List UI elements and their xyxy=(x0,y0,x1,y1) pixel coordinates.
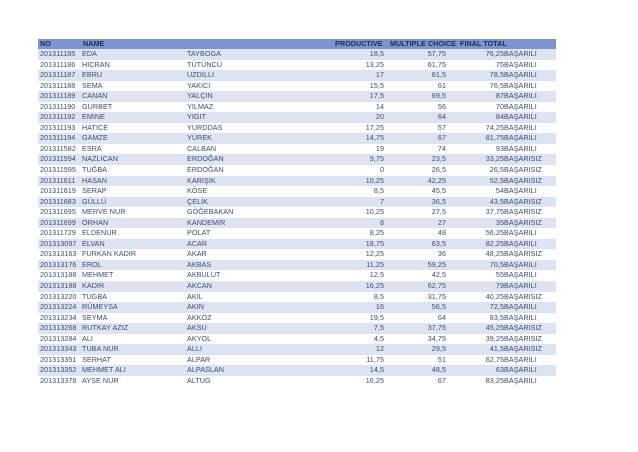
cell-multiple-choice: 48,5 xyxy=(431,365,446,375)
cell-no: 201313234 xyxy=(40,312,77,322)
cell-surname: AKIL xyxy=(187,291,203,301)
cell-productive: 16,25 xyxy=(365,281,384,291)
cell-name: MEHMET xyxy=(82,270,114,280)
cell-multiple-choice: 45,5 xyxy=(431,186,446,196)
cell-multiple-choice: 57 xyxy=(437,122,446,132)
cell-surname: ALPAR xyxy=(187,354,211,364)
cell-result: BAŞARISIZ xyxy=(504,207,542,217)
cell-no: 201313351 xyxy=(40,354,77,364)
cell-name: ELVAN xyxy=(82,238,105,248)
cell-final-total: 76,25 xyxy=(485,49,504,58)
cell-result: BAŞARILI xyxy=(504,228,537,238)
cell-result: BAŞARILI xyxy=(504,281,537,291)
cell-name: HATICE xyxy=(82,122,109,132)
cell-multiple-choice: 51 xyxy=(437,354,446,364)
cell-multiple-choice: 27 xyxy=(437,217,446,227)
cell-name: MEHMET ALI xyxy=(82,365,126,375)
cell-surname: ALPASLAN xyxy=(187,365,225,375)
cell-result: BAŞARILI xyxy=(504,91,537,101)
cell-multiple-choice: 63,5 xyxy=(431,238,446,248)
cell-result: BAŞARISIZ xyxy=(504,291,542,301)
cell-productive: 12,25 xyxy=(365,249,384,259)
cell-result: BAŞARILI xyxy=(504,101,537,111)
cell-final-total: 39,25 xyxy=(485,333,504,343)
cell-surname: GÖĞEBAKAN xyxy=(187,207,234,217)
cell-result: BAŞARISIZ xyxy=(504,217,542,227)
cell-final-total: 83,25 xyxy=(485,375,504,385)
cell-result: BAŞARISIZ xyxy=(504,249,542,259)
cell-no: 201313343 xyxy=(40,344,77,354)
table-row xyxy=(38,165,556,176)
cell-surname: AKKÖZ xyxy=(187,312,212,322)
cell-no: 201311619 xyxy=(40,186,76,196)
cell-result: BAŞARILI xyxy=(504,70,537,80)
table-row xyxy=(38,154,556,165)
cell-multiple-choice: 61,75 xyxy=(427,59,446,69)
cell-productive: 8,5 xyxy=(373,291,384,301)
cell-name: SEYMA xyxy=(82,312,108,322)
cell-multiple-choice: 27,5 xyxy=(431,207,446,217)
cell-multiple-choice: 37,75 xyxy=(427,323,446,333)
cell-multiple-choice: 57,75 xyxy=(427,49,446,58)
table-row xyxy=(38,207,556,218)
cell-multiple-choice: 64 xyxy=(437,112,446,122)
cell-multiple-choice: 56,5 xyxy=(431,302,446,312)
cell-surname: TAYBOGA xyxy=(187,49,222,58)
cell-name: ALI xyxy=(82,333,93,343)
cell-surname: UZDILLI xyxy=(187,70,215,80)
table-row xyxy=(38,176,556,187)
cell-result: BAŞARILI xyxy=(504,143,537,153)
cell-productive: 0 xyxy=(379,165,384,175)
table-row xyxy=(38,133,556,144)
cell-productive: 11,25 xyxy=(366,259,384,269)
cell-result: BAŞARISIZ xyxy=(504,154,542,164)
cell-productive: 11,75 xyxy=(366,354,384,364)
cell-result: BAŞARILI xyxy=(504,270,537,280)
cell-name: EDA xyxy=(82,49,97,58)
cell-multiple-choice: 26,5 xyxy=(431,165,446,175)
table-body xyxy=(38,49,556,387)
table-row xyxy=(38,313,556,324)
cell-no: 201311194 xyxy=(40,133,76,143)
cell-result: BAŞARILI xyxy=(504,312,537,322)
cell-surname: AKBAS xyxy=(187,259,212,269)
cell-no: 201313198 xyxy=(40,281,77,291)
cell-final-total: 45,25 xyxy=(485,323,504,333)
cell-name: NAZLICAN xyxy=(82,154,118,164)
cell-name: EBRU xyxy=(82,70,103,80)
cell-surname: YAKICI xyxy=(187,80,211,90)
cell-name: CANAN xyxy=(82,91,108,101)
cell-productive: 19,5 xyxy=(369,312,384,322)
cell-no: 201313352 xyxy=(40,365,77,375)
cell-productive: 8,5 xyxy=(373,186,384,196)
table-row xyxy=(38,197,556,208)
cell-final-total: 35 xyxy=(495,217,504,227)
cell-name: ESRA xyxy=(82,143,102,153)
cell-name: FURKAN KADIR xyxy=(82,249,137,259)
cell-no: 201311695 xyxy=(40,207,76,217)
cell-productive: 14 xyxy=(375,101,384,111)
cell-productive: 12 xyxy=(375,344,384,354)
cell-no: 201313163 xyxy=(40,249,77,259)
cell-multiple-choice: 48 xyxy=(437,228,446,238)
cell-surname: ÇELİK xyxy=(187,196,209,206)
cell-no: 201313268 xyxy=(40,323,77,333)
cell-name: GÜLLÜ xyxy=(82,196,107,206)
table-row xyxy=(38,49,556,60)
cell-productive: 4,5 xyxy=(373,333,384,343)
cell-final-total: 70,5 xyxy=(489,259,504,269)
cell-multiple-choice: 42,25 xyxy=(427,175,446,185)
table-row xyxy=(38,365,556,376)
cell-productive: 18,75 xyxy=(365,238,384,248)
cell-name: AYSE NUR xyxy=(82,375,119,385)
cell-surname: KARIŞIK xyxy=(187,175,216,185)
cell-result: BAŞARILI xyxy=(504,354,537,364)
cell-productive: 16 xyxy=(375,302,384,312)
cell-surname: AKCAN xyxy=(187,281,213,291)
cell-name: EROL xyxy=(82,259,102,269)
cell-final-total: 70 xyxy=(495,101,504,111)
cell-final-total: 84 xyxy=(495,112,504,122)
cell-final-total: 26,5 xyxy=(489,165,504,175)
cell-name: SEMA xyxy=(82,80,103,90)
cell-name: EMINE xyxy=(82,112,106,122)
header-final-total: FINAL TOTAL xyxy=(460,39,507,48)
cell-result: BAŞARISIZ xyxy=(504,165,542,175)
cell-final-total: 72,5 xyxy=(489,302,504,312)
cell-name: SERAP xyxy=(82,186,107,196)
cell-multiple-choice: 23,5 xyxy=(431,154,446,164)
cell-multiple-choice: 31,75 xyxy=(427,291,446,301)
cell-productive: 10,25 xyxy=(365,175,384,185)
cell-multiple-choice: 56 xyxy=(437,101,446,111)
table-row xyxy=(38,281,556,292)
cell-final-total: 63 xyxy=(495,365,504,375)
table-row xyxy=(38,186,556,197)
cell-name: KADIR xyxy=(82,281,105,291)
grades-table xyxy=(38,39,556,387)
cell-final-total: 78,5 xyxy=(489,70,504,80)
cell-no: 201313176 xyxy=(40,259,77,269)
cell-multiple-choice: 74 xyxy=(437,143,446,153)
cell-final-total: 40,25 xyxy=(485,291,504,301)
table-row xyxy=(38,376,556,387)
cell-multiple-choice: 59,25 xyxy=(427,259,446,269)
table-row xyxy=(38,228,556,239)
cell-no: 201311185 xyxy=(40,49,76,58)
table-row xyxy=(38,239,556,250)
cell-result: BAŞARISIZ xyxy=(504,333,542,343)
cell-no: 201313188 xyxy=(40,270,77,280)
cell-final-total: 55 xyxy=(495,270,504,280)
cell-productive: 10,25 xyxy=(365,207,384,217)
cell-final-total: 56,25 xyxy=(485,228,504,238)
cell-productive: 15,5 xyxy=(369,80,384,90)
cell-surname: ERDOĞAN xyxy=(187,154,224,164)
table-row xyxy=(38,355,556,366)
cell-surname: ACAR xyxy=(187,238,208,248)
cell-surname: TÜTÜNCÜ xyxy=(187,59,223,69)
cell-surname: AKYOL xyxy=(187,333,212,343)
cell-multiple-choice: 61 xyxy=(437,80,446,90)
cell-result: BAŞARILI xyxy=(504,59,537,69)
cell-surname: KÖSE xyxy=(187,186,208,196)
table-row xyxy=(38,344,556,355)
cell-no: 201311729 xyxy=(40,228,76,238)
cell-productive: 17,25 xyxy=(365,122,384,132)
cell-final-total: 75 xyxy=(495,59,504,69)
cell-surname: AKIN xyxy=(187,302,204,312)
cell-result: BAŞARILI xyxy=(504,238,537,248)
cell-surname: ALLI xyxy=(187,344,202,354)
cell-surname: AKBULUT xyxy=(187,270,221,280)
header-name: NAME xyxy=(83,39,105,48)
cell-surname: YÜREK xyxy=(187,133,213,143)
cell-multiple-choice: 29,5 xyxy=(431,344,446,354)
cell-surname: ERDOĞAN xyxy=(187,165,224,175)
cell-surname: KANDEMİR xyxy=(187,217,226,227)
cell-final-total: 74,25 xyxy=(485,122,504,132)
cell-productive: 18,5 xyxy=(369,49,384,58)
cell-result: BAŞARILI xyxy=(504,122,537,132)
cell-name: HASAN xyxy=(82,175,108,185)
cell-productive: 8 xyxy=(379,217,384,227)
cell-final-total: 83,5 xyxy=(489,312,504,322)
cell-multiple-choice: 34,75 xyxy=(427,333,446,343)
cell-multiple-choice: 42,5 xyxy=(431,270,446,280)
header-no: NO xyxy=(40,39,51,48)
cell-final-total: 48,25 xyxy=(485,249,504,259)
cell-final-total: 43,5 xyxy=(489,196,504,206)
table-row xyxy=(38,112,556,123)
cell-productive: 14,5 xyxy=(369,365,384,375)
cell-final-total: 52,5 xyxy=(489,175,504,185)
cell-productive: 7 xyxy=(379,196,384,206)
table-row xyxy=(38,81,556,92)
table-row xyxy=(38,70,556,81)
cell-surname: CALBAN xyxy=(187,143,217,153)
cell-final-total: 41,5 xyxy=(489,344,504,354)
cell-result: BAŞARILI xyxy=(504,112,537,122)
table-row xyxy=(38,144,556,155)
cell-name: ELDENUR xyxy=(82,228,117,238)
cell-name: GAMZE xyxy=(82,133,108,143)
table-header-row xyxy=(38,39,556,49)
cell-result: BAŞARILI xyxy=(504,259,537,269)
cell-final-total: 54 xyxy=(495,186,504,196)
cell-name: ORHAN xyxy=(82,217,109,227)
cell-no: 201311611 xyxy=(40,175,76,185)
cell-productive: 14,75 xyxy=(365,133,384,143)
cell-final-total: 79 xyxy=(495,281,504,291)
table-row xyxy=(38,334,556,345)
cell-result: BAŞARISIZ xyxy=(504,323,542,333)
cell-no: 201313376 xyxy=(40,375,77,385)
table-row xyxy=(38,292,556,303)
cell-productive: 17 xyxy=(375,70,384,80)
cell-final-total: 82,25 xyxy=(485,238,504,248)
cell-result: BAŞARILI xyxy=(504,49,537,58)
header-multiple-choice: MULTIPLE CHOICE xyxy=(390,39,457,48)
cell-name: RÜMEYSA xyxy=(82,302,118,312)
cell-surname: AKSU xyxy=(187,323,207,333)
cell-result: BAŞARILI xyxy=(504,375,537,385)
table-row xyxy=(38,91,556,102)
cell-no: 201311186 xyxy=(40,59,76,69)
cell-final-total: 62,75 xyxy=(485,354,504,364)
cell-surname: YALÇIN xyxy=(187,91,213,101)
cell-result: BAŞARISIZ xyxy=(504,344,542,354)
cell-surname: ALTUG xyxy=(187,375,211,385)
cell-no: 201313097 xyxy=(40,238,77,248)
cell-no: 201313224 xyxy=(40,302,77,312)
table-row xyxy=(38,102,556,113)
cell-productive: 9,75 xyxy=(369,154,384,164)
cell-surname: YIGIT xyxy=(187,112,207,122)
cell-no: 201313220 xyxy=(40,291,77,301)
cell-productive: 12,5 xyxy=(369,270,384,280)
cell-no: 201311193 xyxy=(40,122,76,132)
cell-result: BAŞARISIZ xyxy=(504,175,542,185)
cell-no: 201311187 xyxy=(40,70,76,80)
cell-no: 201311594 xyxy=(40,154,76,164)
cell-multiple-choice: 64 xyxy=(437,312,446,322)
cell-no: 201311582 xyxy=(40,143,76,153)
cell-multiple-choice: 36 xyxy=(437,249,446,259)
cell-no: 201311699 xyxy=(40,217,76,227)
table-row xyxy=(38,270,556,281)
cell-final-total: 87 xyxy=(495,91,504,101)
cell-final-total: 81,75 xyxy=(485,133,504,143)
cell-name: MERVE NUR xyxy=(82,207,126,217)
cell-result: BAŞARILI xyxy=(504,186,537,196)
cell-multiple-choice: 62,75 xyxy=(427,281,446,291)
cell-no: 201311595 xyxy=(40,165,76,175)
cell-no: 201311190 xyxy=(40,101,76,111)
cell-multiple-choice: 36,5 xyxy=(431,196,446,206)
cell-name: TUGBA xyxy=(82,291,108,301)
cell-no: 201311192 xyxy=(40,112,76,122)
cell-result: BAŞARISIZ xyxy=(504,196,542,206)
table-row xyxy=(38,260,556,271)
cell-name: RUTKAY AZIZ xyxy=(82,323,129,333)
table-row xyxy=(38,249,556,260)
cell-result: BAŞARILI xyxy=(504,302,537,312)
cell-name: GURBET xyxy=(82,101,113,111)
cell-name: TUĞBA xyxy=(82,165,108,175)
cell-productive: 7,5 xyxy=(373,323,384,333)
cell-name: HICRAN xyxy=(82,59,110,69)
cell-no: 201311188 xyxy=(40,80,76,90)
cell-final-total: 76,5 xyxy=(489,80,504,90)
table-row xyxy=(38,123,556,134)
cell-surname: YURDDAS xyxy=(187,122,223,132)
cell-result: BAŞARILI xyxy=(504,365,537,375)
cell-final-total: 93 xyxy=(495,143,504,153)
cell-productive: 13,25 xyxy=(365,59,384,69)
cell-surname: AKAR xyxy=(187,249,207,259)
cell-productive: 16,25 xyxy=(365,375,384,385)
cell-surname: YILMAZ xyxy=(187,101,214,111)
cell-final-total: 37,75 xyxy=(485,207,504,217)
cell-final-total: 33,25 xyxy=(485,154,504,164)
cell-multiple-choice: 69,5 xyxy=(431,91,446,101)
table-row xyxy=(38,323,556,334)
cell-no: 201311189 xyxy=(40,91,76,101)
cell-no: 201313284 xyxy=(40,333,77,343)
cell-productive: 20 xyxy=(375,112,384,122)
cell-no: 201311683 xyxy=(40,196,76,206)
cell-multiple-choice: 67 xyxy=(437,375,446,385)
cell-name: SERHAT xyxy=(82,354,111,364)
cell-surname: POLAT xyxy=(187,228,211,238)
cell-multiple-choice: 61,5 xyxy=(431,70,446,80)
cell-result: BAŞARILI xyxy=(504,80,537,90)
cell-productive: 19 xyxy=(375,143,384,153)
table-row xyxy=(38,60,556,71)
header-productive: PRODUCTIVE xyxy=(335,39,383,48)
cell-name: TUBA NUR xyxy=(82,344,119,354)
cell-multiple-choice: 67 xyxy=(437,133,446,143)
table-row xyxy=(38,218,556,229)
table-row xyxy=(38,302,556,313)
cell-productive: 8,25 xyxy=(369,228,384,238)
cell-result: BAŞARILI xyxy=(504,133,537,143)
cell-productive: 17,5 xyxy=(369,91,384,101)
